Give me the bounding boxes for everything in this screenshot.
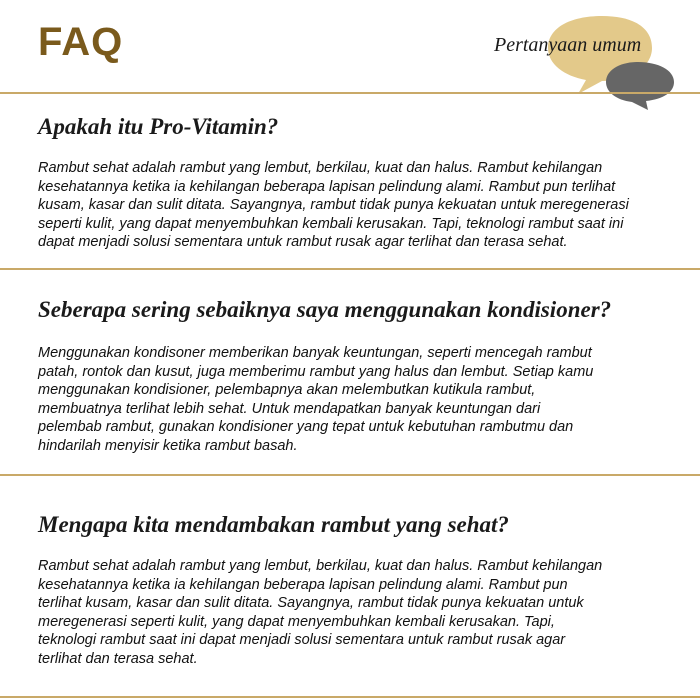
faq-answer: Menggunakan kondisoner memberikan banyak keuntungan, seperti mencegah rambut patah, rontok dan kusut, juga memberimu rambut yang halus dan lembut. Setiap kamu menggunakan kondisioner, pelembapnya akan melembutkan kutikula rambut, membuatnya terlihat lebih sehat. Untuk mendapatkan banyak keuntungan dari pelembab rambut, gunakan kondisioner yang tepat untuk kebutuhan rambutmu dan hindarilah menyisir ketika rambut basah.	[38, 345, 594, 454]
faq-answer: Rambut sehat adalah rambut yang lembut, berkilau, kuat dan halus. Rambut kehilangan kesehatannya ketika ia kehilangan beberapa lapisan pelindung alami. Rambut pun terlihat kusam, kasar dan sulit ditata. Sayangnya, rambut tidak punya kekuatan untuk meregenerasi seperti kulit, yang dapat menyembuhkan kembali kerusakan. Tapi, teknologi rambut saat ini dapat menjadi solusi sementara untuk rambut rusak agar terlihat dan terasa sehat.	[38, 558, 603, 667]
faq-title: FAQ	[38, 20, 124, 64]
divider-bottom	[0, 696, 700, 698]
faq-question: Seberapa sering sebaiknya saya menggunakan kondisioner?	[38, 297, 612, 322]
faq-question: Apakah itu Pro-Vitamin?	[38, 114, 279, 139]
divider-2	[0, 474, 700, 476]
faq-item-3	[38, 511, 668, 668]
gray-speech-bubble	[606, 62, 674, 110]
divider-1	[0, 268, 700, 270]
divider-top	[0, 92, 700, 94]
faq-item-1	[38, 113, 668, 252]
faq-question: Mengapa kita mendambakan rambut yang sehat?	[38, 512, 509, 537]
page-header	[0, 0, 700, 92]
speech-bubbles-icon	[540, 6, 690, 110]
faq-item-2	[38, 296, 668, 455]
header-subtitle: Pertanyaan umum	[494, 34, 642, 56]
faq-answer: Rambut sehat adalah rambut yang lembut, berkilau, kuat dan halus. Rambut kehilangan kesehatannya ketika ia kehilangan beberapa lapisan pelindung alami. Rambut pun terlihat kusam, kasar dan sulit ditata. Sayangnya, rambut tidak punya kekuatan untuk meregenerasi seperti kulit, yang dapat menyembuhkan kembali kerusakan. Tapi, teknologi rambut saat ini dapat menjadi solusi sementara untuk rambut rusak agar terlihat dan terasa sehat.	[38, 160, 629, 250]
